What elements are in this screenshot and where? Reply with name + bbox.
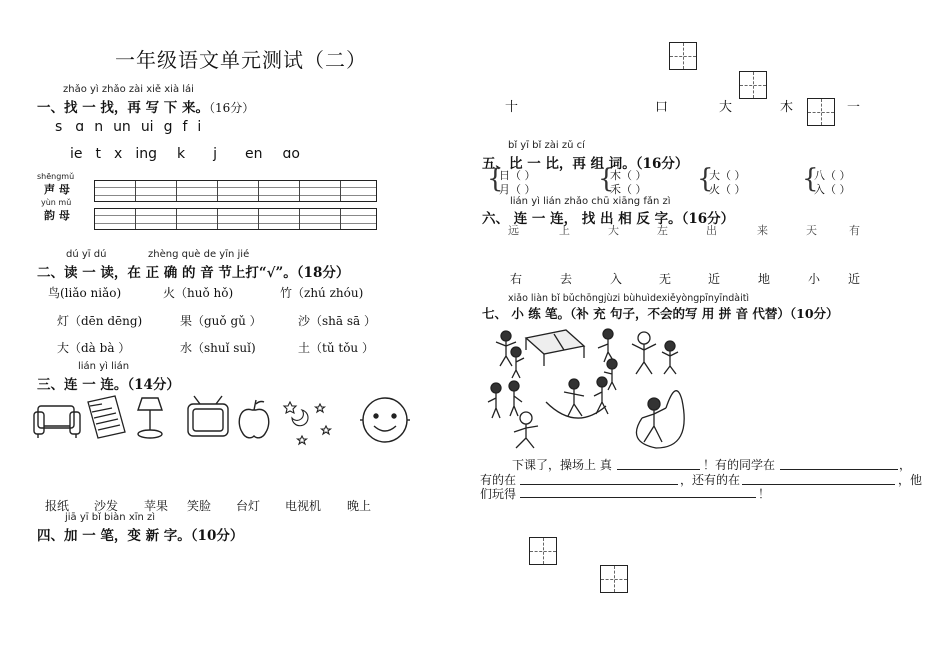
q3-word[interactable]: 台灯 xyxy=(236,499,261,513)
q5-item[interactable]: 大（ ） xyxy=(709,169,746,182)
shengmu-label: 声 母 xyxy=(44,183,70,196)
q2-item[interactable]: 灯（dēn dēng) xyxy=(57,314,143,328)
q3-word[interactable]: 电视机 xyxy=(285,499,322,513)
q6-pinyin: lián yì lián zhǎo chū xiāng fǎn zì xyxy=(510,196,671,207)
child-figure-icon xyxy=(488,383,501,418)
night-sky-icon[interactable] xyxy=(284,402,331,444)
answer-box[interactable] xyxy=(669,42,697,70)
q6-top-char[interactable]: 左 xyxy=(657,224,668,237)
q4-char: 木 xyxy=(780,100,794,115)
q5-item[interactable]: 禾（ ） xyxy=(610,183,647,196)
child-figure-icon xyxy=(662,341,678,374)
q5-heading: 五、比 一 比，再 组 词。（16分） xyxy=(482,156,689,172)
q5-item[interactable]: 月（ ） xyxy=(499,183,536,196)
q3-pinyin: lián yì lián xyxy=(78,361,130,372)
q6-top-char[interactable]: 远 xyxy=(508,224,519,237)
q4-pinyin: jiā yī bǐ biàn xīn zì xyxy=(65,512,156,523)
yunmu-label: 韵 母 xyxy=(44,209,70,222)
q5-item[interactable]: 日（ ） xyxy=(499,169,536,182)
q3-word[interactable]: 晚上 xyxy=(347,499,372,513)
q7-line2-end: ，他 xyxy=(898,473,923,487)
q2-item[interactable]: 水（shuǐ suǐ) xyxy=(180,341,256,355)
q2-item[interactable]: 竹（zhú zhóu) xyxy=(280,286,364,300)
q2-pinyin-1: dú yī dú xyxy=(66,249,107,260)
q3-heading: 三、连 一 连。（14分） xyxy=(37,377,180,393)
q1-pinyin: zhǎo yì zhǎo zài xiě xià lái xyxy=(63,84,194,95)
q7-heading: 七、 小 练 笔。（补 充 句子，不会的写 用 拼 音 代替）（10分） xyxy=(482,306,839,321)
answer-box[interactable] xyxy=(600,565,628,593)
q6-top-char[interactable]: 有 xyxy=(849,224,860,237)
q3-word[interactable]: 苹果 xyxy=(144,499,169,513)
child-figure-icon xyxy=(598,329,614,362)
q7-line1-start: 下课了，操场上 真 xyxy=(512,458,612,472)
q6-heading: 六、 连 一 连， 找 出 相 反 字。（16分） xyxy=(482,211,735,227)
q2-item[interactable]: 鸟(liǎo niǎo) xyxy=(48,286,122,300)
q6-bottom-char[interactable]: 近 xyxy=(848,272,861,286)
brace-icon: { xyxy=(697,164,714,194)
q7-line1-mid: ！有的同学在 xyxy=(703,458,776,472)
answer-box[interactable] xyxy=(807,98,835,126)
q7-line3-start: 们玩得 xyxy=(480,487,517,501)
q7-line2-mid: ，还有的在 xyxy=(680,473,741,487)
child-figure-icon xyxy=(632,332,656,374)
lamp-icon[interactable] xyxy=(138,398,162,438)
q4-char: 十 xyxy=(505,100,519,115)
q5-item[interactable]: 八（ ） xyxy=(814,169,851,182)
q2-heading: 二、读 一 读，在 正 确 的 音 节上打“√”。（18分） xyxy=(37,265,350,281)
q6-bottom-char[interactable]: 去 xyxy=(560,272,573,286)
q6-bottom-char[interactable]: 右 xyxy=(510,272,523,286)
q1-heading: 一、找 一 找，再 写 下 来。（16分） xyxy=(37,100,255,116)
yunmu-writing-grid[interactable] xyxy=(94,208,377,230)
q3-pictures xyxy=(30,392,420,462)
answer-line[interactable] xyxy=(520,484,678,485)
answer-line[interactable] xyxy=(617,469,700,470)
answer-box[interactable] xyxy=(739,71,767,99)
brace-icon: { xyxy=(598,164,615,194)
brace-icon: { xyxy=(802,164,819,194)
child-figure-icon xyxy=(594,377,608,414)
sofa-icon[interactable] xyxy=(34,406,80,438)
q3-word[interactable]: 笑脸 xyxy=(187,499,212,513)
rope-icon xyxy=(546,402,606,418)
yunmu-pinyin: yùn mǔ xyxy=(41,198,72,207)
q6-top-char[interactable]: 出 xyxy=(706,224,717,237)
tv-icon[interactable] xyxy=(188,396,228,436)
q3-word[interactable]: 报纸 xyxy=(45,499,70,513)
q4-char: 口 xyxy=(655,100,669,115)
child-figure-icon xyxy=(509,381,522,416)
smiling-face-icon[interactable] xyxy=(360,398,410,442)
q7-line2-start: 有的在 xyxy=(480,473,517,487)
q4-char: 大 xyxy=(719,100,733,115)
q5-item[interactable]: 入（ ） xyxy=(814,183,851,196)
apple-icon[interactable] xyxy=(239,400,269,438)
q2-item[interactable]: 火（huǒ hǒ) xyxy=(163,286,234,300)
q4-heading: 四、加 一 笔，变 新 字。（10分） xyxy=(37,528,244,544)
newspaper-icon[interactable] xyxy=(88,396,125,438)
answer-box[interactable] xyxy=(529,537,557,565)
q6-bottom-char[interactable]: 入 xyxy=(610,272,623,286)
q6-top-char[interactable]: 来 xyxy=(757,224,768,237)
q6-top-char[interactable]: 大 xyxy=(608,224,619,237)
q5-item[interactable]: 火（ ） xyxy=(709,183,746,196)
q3-word[interactable]: 沙发 xyxy=(94,499,119,513)
answer-line[interactable] xyxy=(780,469,898,470)
q6-bottom-char[interactable]: 近 xyxy=(708,272,721,286)
page-title: 一年级语文单元测试（二） xyxy=(115,48,367,72)
q6-top-char[interactable]: 上 xyxy=(559,224,570,237)
q2-item[interactable]: 沙（shā sā ） xyxy=(298,314,376,328)
child-figure-icon xyxy=(514,412,538,448)
q2-item[interactable]: 大（dà bà ） xyxy=(57,341,131,355)
q4-char: 一 xyxy=(847,100,861,115)
answer-line[interactable] xyxy=(520,497,756,498)
shengmu-writing-grid[interactable] xyxy=(94,180,377,202)
q6-bottom-char[interactable]: 无 xyxy=(659,272,672,286)
q6-bottom-char[interactable]: 地 xyxy=(758,272,771,286)
q1-letter-row-2: ie t x ing k j en ɑo xyxy=(70,146,300,162)
q1-letter-row-1: s ɑ n un ui g f i xyxy=(55,119,202,135)
child-figure-icon xyxy=(564,379,584,416)
q6-bottom-char[interactable]: 小 xyxy=(808,272,821,286)
q6-top-char[interactable]: 天 xyxy=(806,224,817,237)
q2-item[interactable]: 土（tǔ tǒu ） xyxy=(298,341,374,355)
child-figure-icon xyxy=(511,347,524,378)
q7-line1-end: ， xyxy=(899,458,912,472)
shengmu-pinyin: shēngmǔ xyxy=(37,172,75,181)
playground-illustration xyxy=(486,322,696,452)
child-figure-icon xyxy=(642,398,666,442)
q5-pinyin: bǐ yī bǐ zài zǔ cí xyxy=(508,140,585,151)
q2-pinyin-2: zhèng què de yīn jié xyxy=(148,249,250,260)
q5-item[interactable]: 木（ ） xyxy=(610,169,647,182)
q2-item[interactable]: 果（guǒ gǔ ） xyxy=(180,314,262,328)
q7-line3-end: ！ xyxy=(758,487,771,501)
brace-icon: { xyxy=(487,164,504,194)
table-tennis-icon xyxy=(526,330,584,366)
q7-pinyin: xiǎo liàn bǐ bǔchōngjùzi bùhuìdexiěyòngpīnyīndàitì xyxy=(508,293,750,304)
